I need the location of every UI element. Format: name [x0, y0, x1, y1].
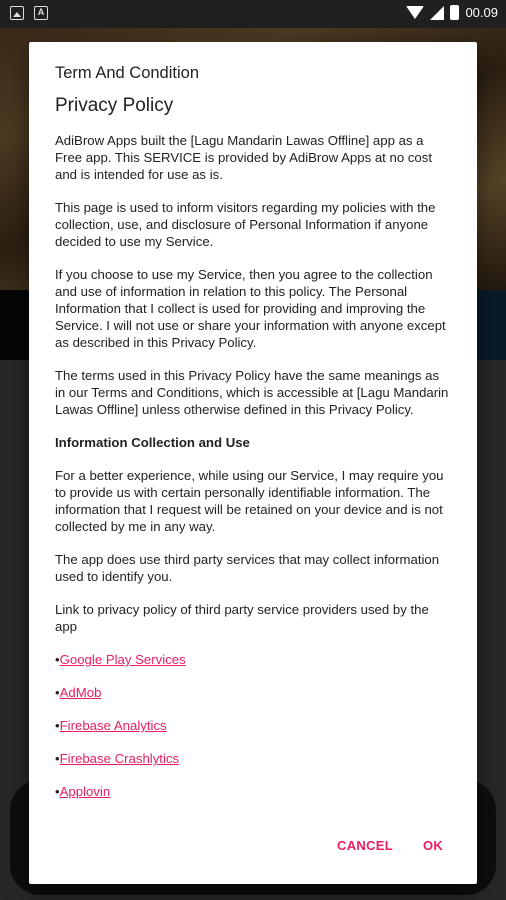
- terms-dialog: [29, 42, 477, 884]
- paragraph: This page is used to inform visitors regarding my policies with the collection, use, and disclosure of Personal Information if anyone decided to use my Service.: [55, 200, 436, 249]
- bullet: •: [55, 751, 60, 766]
- bullet: •: [55, 652, 60, 667]
- firebase-crashlytics-link[interactable]: Firebase Crashlytics: [59, 751, 180, 766]
- paragraph: Link to privacy policy of third party service providers used by the app: [55, 602, 429, 634]
- admob-link[interactable]: AdMob: [59, 685, 102, 700]
- privacy-policy-heading: Privacy Policy: [55, 95, 174, 116]
- paragraph: The terms used in this Privacy Policy have the same meanings as in our Terms and Conditions, which is accessible at [Lagu Mandarin Lawas Offline] unless otherwise defined in this Privacy Policy.: [55, 368, 449, 417]
- applovin-link[interactable]: Applovin: [59, 784, 111, 799]
- list-item: [55, 750, 451, 767]
- list-item: [55, 717, 451, 734]
- paragraph: AdiBrow Apps built the [Lagu Mandarin Lawas Offline] app as a Free app. This SERVICE is provided by AdiBrow Apps at no cost and is intended for use as is.: [55, 133, 433, 182]
- firebase-analytics-link[interactable]: Firebase Analytics: [59, 718, 167, 733]
- bullet: •: [55, 718, 60, 733]
- image-icon: [10, 6, 24, 20]
- wifi-icon: [406, 6, 424, 19]
- google-play-services-link[interactable]: Google Play Services: [59, 652, 186, 667]
- cancel-button[interactable]: CANCEL: [337, 838, 393, 853]
- list-item: [55, 684, 451, 701]
- paragraph: The app does use third party services that may collect information used to identify you.: [55, 552, 440, 584]
- ok-button[interactable]: OK: [423, 838, 444, 853]
- bullet: •: [55, 685, 60, 700]
- list-item: [55, 783, 451, 800]
- battery-icon: [450, 5, 459, 20]
- paragraph: For a better experience, while using our Service, I may require you to provide us with certain personally identifiable information. The information that I request will be retained on your device and is not collected by me in any way.: [55, 468, 444, 534]
- signal-icon: [430, 6, 444, 20]
- status-bar: [0, 0, 506, 28]
- section-heading: Information Collection and Use: [55, 435, 250, 450]
- dialog-title: Term And Condition: [55, 64, 199, 82]
- a-app-icon: A: [34, 6, 48, 20]
- list-item: [55, 651, 451, 668]
- dialog-actions: [29, 838, 477, 864]
- status-time: 00.09: [465, 5, 498, 20]
- dialog-scroll-content[interactable]: [55, 94, 451, 816]
- bullet: •: [55, 784, 60, 799]
- paragraph: If you choose to use my Service, then you agree to the collection and use of information in relation to this policy. The Personal Information that I collect is used for providing and improving the Service. I will not use or share your information with anyone except as described in this Privacy Policy.: [55, 267, 446, 350]
